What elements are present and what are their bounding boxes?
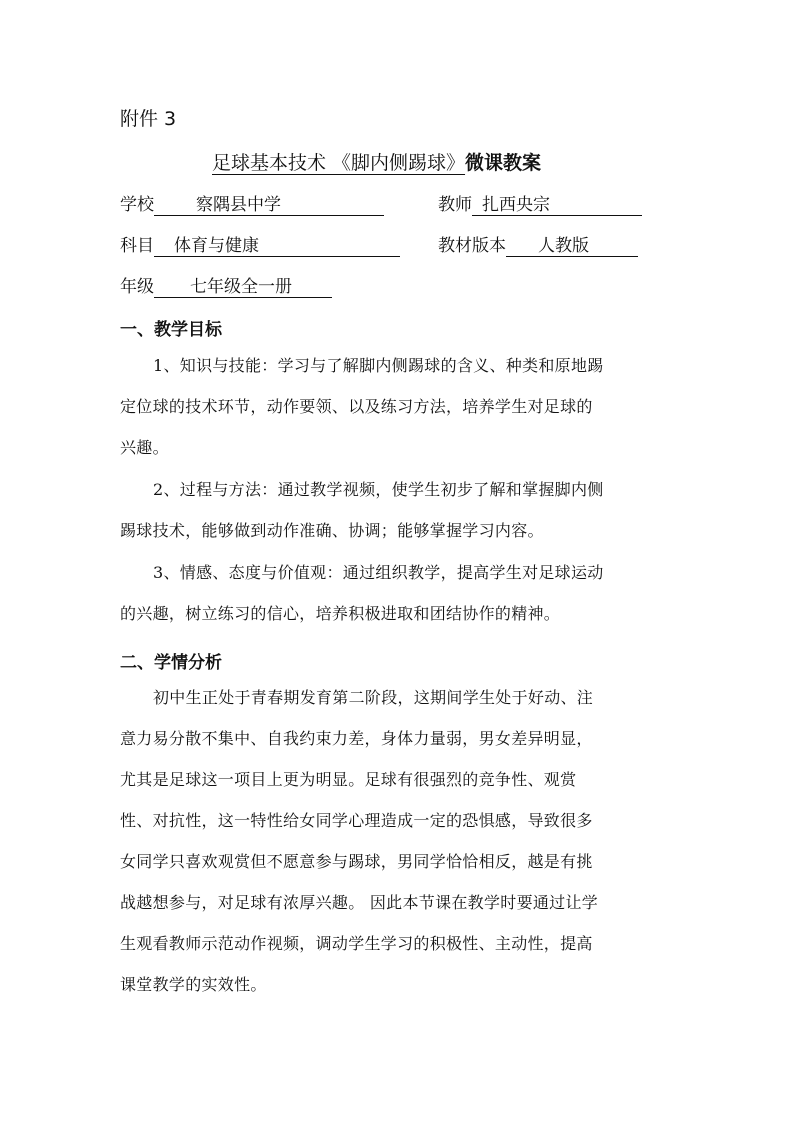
teacher-field <box>438 190 642 216</box>
paragraph-line: 1、知识与技能：学习与了解脚内侧踢球的含义、种类和原地踢 <box>153 356 604 375</box>
paragraph-line: 初中生正处于青春期发育第二阶段，这期间学生处于好动、注 <box>153 688 594 707</box>
paragraph-line: 课堂教学的实效性。 <box>120 975 267 994</box>
teacher-label: 教师 <box>438 195 472 215</box>
paragraph-line: 的兴趣，树立练习的信心，培养积极进取和团结协作的精神。 <box>120 604 561 623</box>
student-analysis-paragraph <box>120 677 680 1005</box>
paragraph-line: 意力易分散不集中、自我约束力差，身体力量弱，男女差异明显， <box>120 729 593 748</box>
attachment-label: 附件 3 <box>120 108 177 130</box>
subject-label: 科目 <box>120 236 154 256</box>
goal-emotion-paragraph <box>120 552 680 634</box>
paragraph-line: 战越想参与，对足球有浓厚兴趣。 因此本节课在教学时要通过让学 <box>120 893 599 912</box>
title-course-name: 足球基本技术 《脚内侧踢球》 <box>212 152 466 174</box>
goal-process-paragraph <box>120 469 680 551</box>
school-value: 察隅县中学 <box>154 194 384 216</box>
school-label: 学校 <box>120 195 154 215</box>
paragraph-line: 尤其是足球这一项目上更为明显。足球有很强烈的竞争性、观赏 <box>120 770 577 789</box>
grade-label: 年级 <box>120 277 154 297</box>
subject-field <box>120 231 400 257</box>
goal-knowledge-paragraph <box>120 345 680 468</box>
edition-value: 人教版 <box>506 235 638 257</box>
title-suffix: 微课教案 <box>465 152 542 174</box>
grade-value: 七年级全一册 <box>154 276 332 298</box>
paragraph-line: 女同学只喜欢观赏但不愿意参与踢球，男同学恰恰相反，越是有挑 <box>120 852 593 871</box>
paragraph-line: 兴趣。 <box>120 438 169 457</box>
paragraph-line: 生观看教师示范动作视频，调动学生学习的积极性、主动性，提高 <box>120 934 593 953</box>
edition-label: 教材版本 <box>438 236 506 256</box>
subject-value: 体育与健康 <box>154 235 400 257</box>
section-teaching-goals-heading: 一、教学目标 <box>120 320 222 340</box>
paragraph-line: 定位球的技术环节，动作要领、以及练习方法，培养学生对足球的 <box>120 397 593 416</box>
teacher-value: 扎西央宗 <box>472 194 642 216</box>
paragraph-line: 性、对抗性，这一特性给女同学心理造成一定的恐惧感，导致很多 <box>120 811 593 830</box>
document-title <box>212 148 541 175</box>
section-student-analysis-heading: 二、学情分析 <box>120 653 222 673</box>
paragraph-line: 2、过程与方法：通过教学视频，使学生初步了解和掌握脚内侧 <box>153 480 604 499</box>
paragraph-line: 3、情感、态度与价值观：通过组织教学，提高学生对足球运动 <box>153 563 604 582</box>
edition-field <box>438 231 638 257</box>
paragraph-line: 踢球技术，能够做到动作准确、协调；能够掌握学习内容。 <box>120 521 544 540</box>
grade-field <box>120 272 332 298</box>
school-field <box>120 190 384 216</box>
